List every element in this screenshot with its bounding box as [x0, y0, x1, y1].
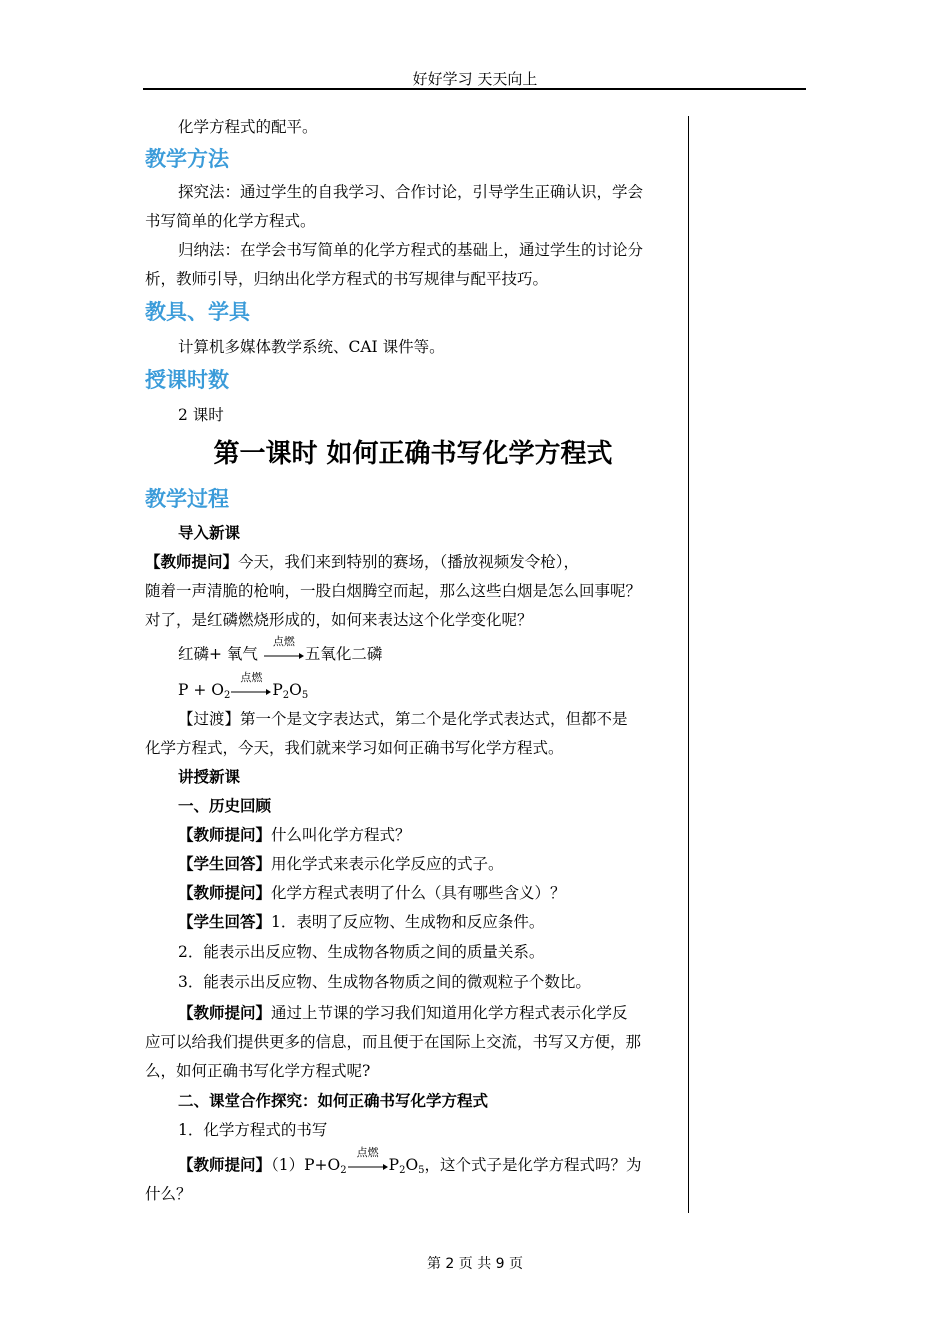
reaction-arrow	[348, 1146, 388, 1171]
class-hours-text: 2 课时	[178, 406, 224, 424]
arrow-icon	[264, 652, 304, 660]
heading-teaching-method: 教学方法	[145, 147, 229, 171]
subscript: 2	[340, 1165, 347, 1176]
continuation-text: 化学方程式的配平。	[178, 118, 318, 136]
qa-row	[178, 882, 714, 904]
summary-question-text: 通过上节课的学习我们知道用化学方程式表示化学反	[271, 1004, 628, 1022]
equation-question-line2: 什么？	[145, 1185, 192, 1203]
reaction-condition: 点燃	[240, 671, 263, 684]
subscript: 5	[418, 1165, 425, 1176]
method-p2-line2: 析，教师引导，归纳出化学方程式的书写规律与配平技巧。	[145, 270, 549, 288]
intro-question-line2: 随着一声清脆的枪响，一股白烟腾空而起，那么这些白烟是怎么回事呢？	[145, 582, 642, 600]
qa-row	[178, 911, 714, 933]
method-p1-line1: 探究法：通过学生的自我学习、合作讨论，引导学生正确认识，学会	[178, 183, 644, 201]
reaction-condition: 点燃	[272, 635, 295, 648]
reaction-arrow	[231, 671, 271, 696]
teacher-question-tag: 【教师提问】	[145, 553, 239, 571]
word-equation	[178, 635, 714, 665]
qa-row	[178, 853, 714, 875]
heading-tools: 教具、学具	[145, 300, 250, 324]
word-equation-product: 五氧化二磷	[304, 645, 383, 663]
qa-text: 化学方程式表明了什么（具有哪些含义）？	[271, 884, 566, 902]
qa-tag: 【学生回答】	[178, 913, 272, 931]
part1-heading: 一、历史回顾	[178, 797, 272, 815]
intro-question-line3: 对了，是红磷燃烧形成的，如何来表达这个化学变化呢？	[145, 611, 533, 629]
heading-class-hours: 授课时数	[145, 368, 229, 392]
qa-row	[178, 824, 714, 846]
chemical-formula-expression	[178, 671, 714, 701]
arrow-icon	[348, 1163, 388, 1171]
transition-line2: 化学方程式，今天，我们就来学习如何正确书写化学方程式。	[145, 739, 564, 757]
page-number: 第 2 页 共 9 页	[426, 1256, 524, 1272]
page-header: 好好学习 天天向上	[412, 70, 538, 88]
part2-heading: 二、课堂合作探究：如何正确书写化学方程式	[178, 1092, 489, 1110]
subscript: 2	[223, 690, 231, 701]
formula-product-o: O	[289, 681, 302, 699]
tools-text: 计算机多媒体教学系统、CAI 课件等。	[178, 338, 445, 356]
list-item-3: 3．能表示出反应物、生成物各物质之间的微观粒子个数比。	[178, 973, 591, 991]
reaction-arrow	[264, 635, 304, 660]
subscript: 2	[282, 690, 290, 701]
formula-product-p: P	[272, 681, 283, 699]
question-text: ，这个式子是化学方程式吗？为	[424, 1156, 642, 1174]
header-rule	[143, 88, 806, 90]
qa-tag: 【教师提问】	[178, 884, 272, 902]
qa-text: 用化学式来表示化学反应的式子。	[271, 855, 504, 873]
method-p1-line2: 书写简单的化学方程式。	[145, 212, 316, 230]
equation-question-line1	[178, 1146, 714, 1176]
intro-heading: 导入新课	[178, 524, 241, 542]
question-formula: （1）P+O	[271, 1156, 341, 1174]
intro-question-text: 今天，我们来到特别的赛场，（播放视频发令枪），	[238, 553, 580, 571]
formula-product-o: O	[405, 1156, 419, 1174]
heading-teaching-process: 教学过程	[145, 487, 229, 511]
list-item-2: 2．能表示出反应物、生成物各物质之间的质量关系。	[178, 943, 545, 961]
qa-text: 什么叫化学方程式？	[271, 826, 411, 844]
subsection-heading: 1．化学方程式的书写	[178, 1121, 328, 1139]
subscript: 2	[399, 1165, 406, 1176]
summary-question-line2: 应可以给我们提供更多的信息，而且便于在国际上交流，书写又方便，那	[145, 1033, 642, 1051]
summary-question-line3: 么，如何正确书写化学方程式呢?	[145, 1062, 371, 1080]
qa-tag: 【学生回答】	[178, 855, 272, 873]
teacher-question-tag: 【教师提问】	[178, 1156, 272, 1174]
formula-reactants: P + O	[178, 681, 224, 699]
qa-tag: 【教师提问】	[178, 826, 272, 844]
subscript: 5	[301, 690, 309, 701]
new-lesson-heading: 讲授新课	[178, 768, 241, 786]
formula-product-p: P	[388, 1156, 400, 1174]
method-p2-line1: 归纳法：在学会书写简单的化学方程式的基础上，通过学生的讨论分	[178, 241, 644, 259]
teacher-question-tag: 【教师提问】	[178, 1004, 272, 1022]
qa-text: 1．表明了反应物、生成物和反应条件。	[271, 913, 545, 931]
summary-question-line1	[178, 1002, 714, 1024]
arrow-icon	[231, 688, 271, 696]
reaction-condition: 点燃	[356, 1146, 379, 1159]
word-equation-reactants: 红磷+ 氧气	[178, 645, 258, 663]
transition-line1: 【过渡】第一个是文字表达式，第二个是化学式表达式，但都不是	[178, 710, 628, 728]
intro-question-line1	[145, 551, 681, 573]
lesson-title: 第一课时 如何正确书写化学方程式	[213, 439, 613, 469]
